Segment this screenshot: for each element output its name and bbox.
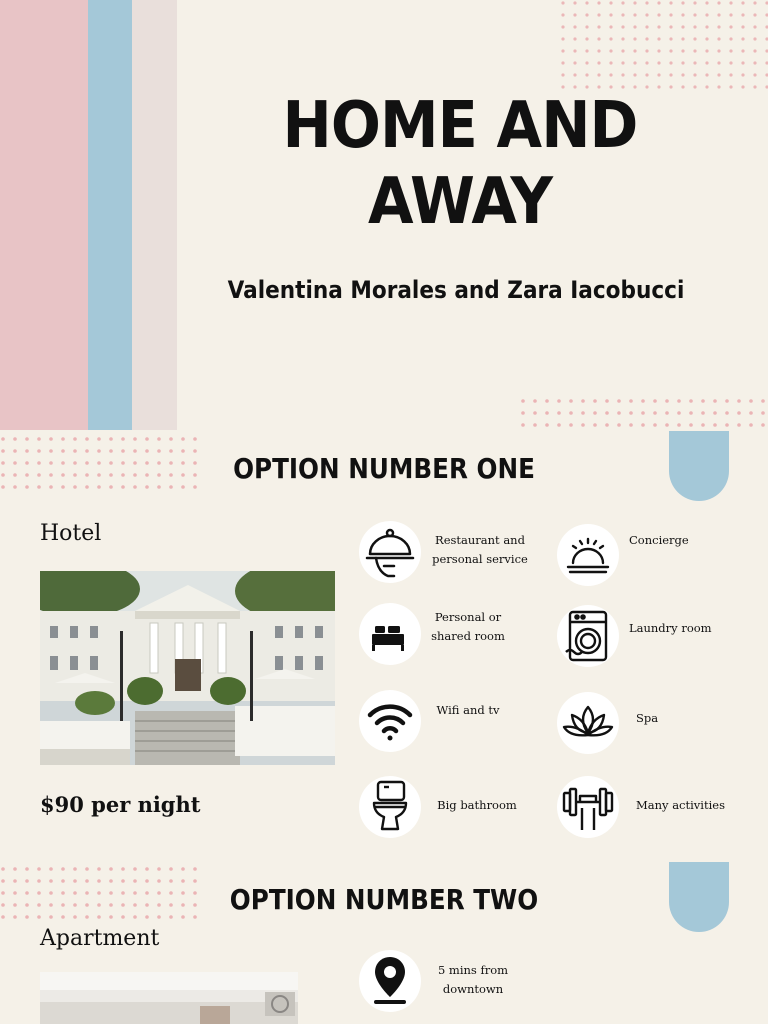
- feature-label-room: Personal or shared room: [431, 610, 505, 643]
- location-pin-icon: [359, 950, 421, 1012]
- feature-label-concierge: Concierge: [629, 533, 689, 547]
- apartment-photo: [40, 972, 298, 1024]
- feature-label-bathroom: Big bathroom: [437, 798, 517, 812]
- authors-line: Valentina Morales and Zara Iacobucci: [227, 276, 685, 304]
- lotus-icon: [557, 692, 619, 754]
- feature-label-activities: Many activities: [636, 798, 725, 812]
- light-stripe: [132, 0, 177, 430]
- cloche-icon: [359, 521, 421, 583]
- pink-stripe: [0, 0, 88, 430]
- option-one-price: $90 per night: [40, 792, 201, 817]
- feature-label-spa: Spa: [636, 711, 659, 725]
- reception-bell-icon: [557, 524, 619, 586]
- dot-pattern-top-right: [560, 0, 768, 90]
- option-two-type: Apartment: [40, 926, 160, 951]
- bed-icon: [359, 603, 421, 665]
- washing-machine-icon: [557, 605, 619, 667]
- page-title: HOME AND AWAY: [282, 89, 638, 239]
- blue-stripe: [88, 0, 132, 430]
- option-one-heading: OPTION NUMBER ONE: [233, 452, 535, 485]
- feature-label-wifi: Wifi and tv: [436, 703, 500, 717]
- hotel-photo: [40, 571, 335, 765]
- option-two-heading: OPTION NUMBER TWO: [229, 883, 539, 916]
- toilet-icon: [359, 776, 421, 838]
- feature-label-laundry: Laundry room: [629, 621, 712, 635]
- feature-label-restaurant: Restaurant and personal service: [432, 533, 528, 566]
- wifi-icon: [359, 690, 421, 752]
- feature-label-location: 5 mins from downtown: [437, 963, 509, 996]
- option-one-type: Hotel: [40, 521, 102, 546]
- dumbbell-icon: [557, 776, 619, 838]
- dot-pattern-mid-right: [520, 398, 768, 432]
